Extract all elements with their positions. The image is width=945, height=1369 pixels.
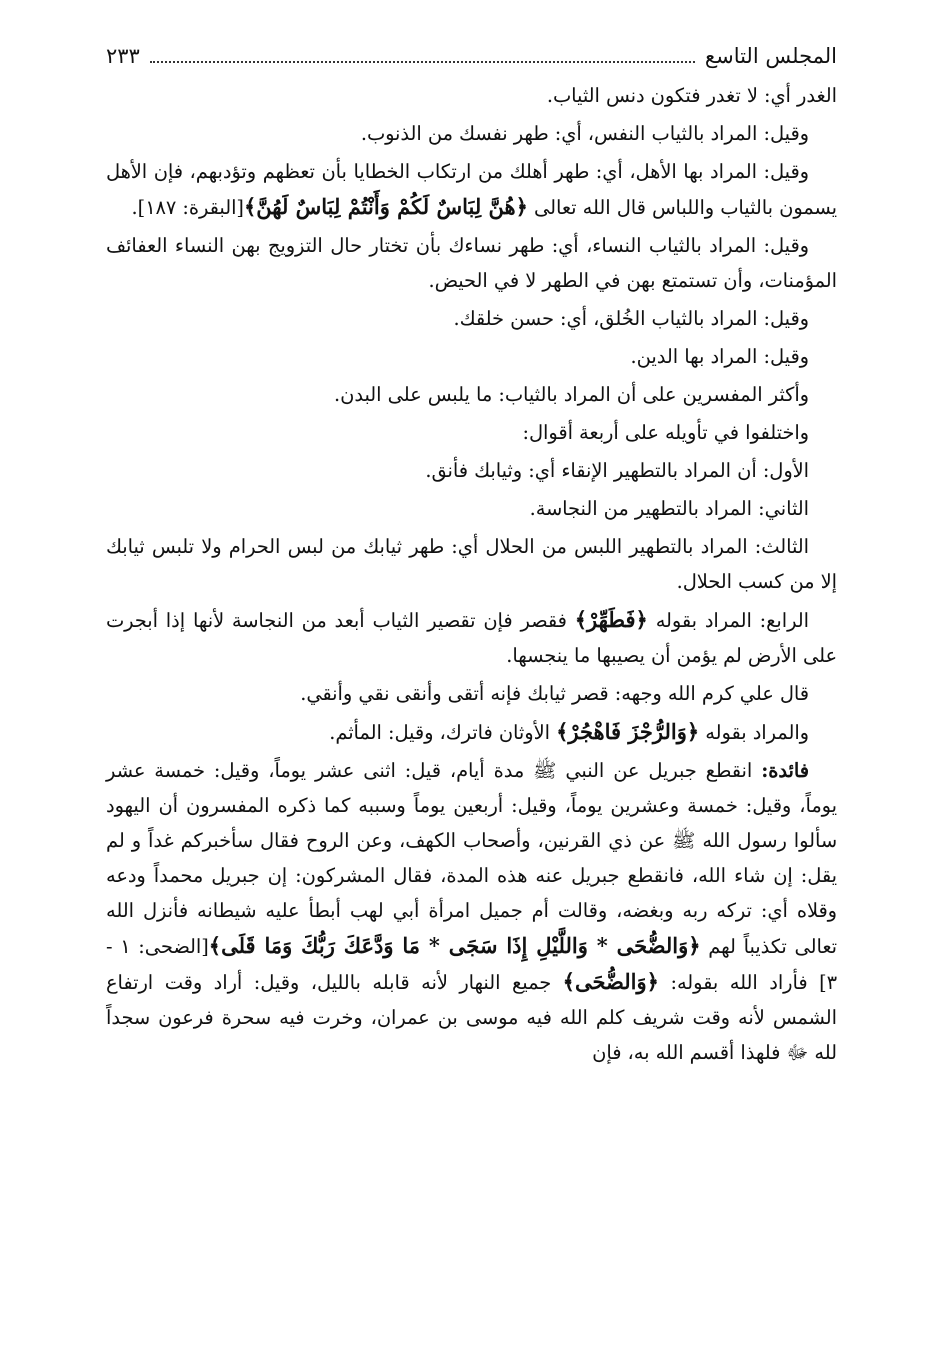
quran-verse: ﴿وَالضُّحَى * وَاللَّيْلِ إِذَا سَجَى * مَا وَدَّعَكَ رَبُّكَ وَمَا قَلَى﴾ <box>208 933 701 958</box>
verse-reference: [البقرة: ١٨٧]. <box>131 196 244 219</box>
paragraph-9 <box>106 453 837 488</box>
paragraph-8 <box>106 415 837 450</box>
paragraph-3 <box>106 154 837 225</box>
paragraph-13 <box>106 676 837 711</box>
paragraph-14 <box>106 714 837 750</box>
paragraph-10 <box>106 491 837 526</box>
paragraph-text: الرابع: المراد بقوله <box>647 609 809 632</box>
chapter-title: المجلس التاسع <box>704 44 837 68</box>
paragraph-5 <box>106 301 837 336</box>
paragraph-text: وقيل: المراد بها الدين. <box>630 345 809 368</box>
quran-verse: ﴿وَالرُّجْزَ فَاهْجُرْ﴾ <box>556 719 700 744</box>
quran-verse: ﴿هُنَّ لِبَاسٌ لَكُمْ وَأَنْتُمْ لِبَاسٌ لَهُنَّ﴾ <box>243 194 528 219</box>
benefit-label: فائدة: <box>761 759 809 782</box>
quran-verse: ﴿فَطَهِّرْ﴾ <box>574 607 648 632</box>
page-number: ٢٣٣ <box>106 44 140 68</box>
paragraph-1 <box>106 78 837 113</box>
paragraph-text: انقطع جبريل عن النبي ﷺ مدة أيام، قيل: اثنى عشر يوماً، وقيل: خمسة عشر يوماً، وقيل: خمسة وعشرين يوماً، وقيل: أربعين يوماً وسببه كما ذكره المفسرون أن اليهود سألوا رسول الله ﷺ عن ذي القرنين، وأصحاب الكهف، وعن الروح فقال سأخبركم غداً و لم يقل: إن شاء الله، فانقطع جبريل عنه هذه المدة، فقال المشركون: إن جبريل محمداً ودعه وقلاه أي: تركه ربه وبغضه، وقالت أم جميل امرأة أبي لهب أبطأ عليه شيطانه فأنزل الله تعالى تكذيباً لهم <box>106 759 837 958</box>
paragraph-4 <box>106 228 837 298</box>
paragraph-text: فقصر فإن تقصير الثياب أبعد من النجاسة لأنها إذا أبجرت على الأرض لم يؤمن أن يصيبها ما ينجسها. <box>106 609 837 667</box>
page-header <box>106 40 837 72</box>
paragraph-7 <box>106 377 837 412</box>
paragraph-text: الأوثان فاترك، وقيل: المأثم. <box>329 721 557 744</box>
quran-verse: ﴿وَالضُّحَى﴾ <box>562 969 659 994</box>
paragraph-15 <box>106 753 837 1070</box>
paragraph-text: واختلفوا في تأويله على أربعة أقوال: <box>522 421 809 444</box>
paragraph-text: وقيل: المراد بها الأهل، أي: طهر أهلك من ارتكاب الخطايا بأن تعظهم وتؤدبهم، فإن الأهل يسمون بالثياب واللباس قال الله تعالى <box>106 160 837 219</box>
paragraph-text: الثاني: المراد بالتطهير من النجاسة. <box>529 497 809 520</box>
header-dotted-leader <box>150 47 695 63</box>
paragraph-text: الأول: أن المراد بالتطهير الإنقاء أي: وثيابك فأنق. <box>425 459 809 482</box>
paragraph-text: وأكثر المفسرين على أن المراد بالثياب: ما يلبس على البدن. <box>334 383 809 406</box>
paragraph-text: الثالث: المراد بالتطهير اللبس من الحلال أي: طهر ثيابك من لبس الحرام ولا تلبس ثيابك إلا من كسب الحلال. <box>106 535 837 593</box>
paragraph-text: قال علي كرم الله وجهه: قصر ثيابك فإنه أتقى وأنقى نقي وأنقي. <box>300 682 809 705</box>
paragraph-text: وقيل: المراد بالثياب الخُلق، أي: حسن خلقك. <box>453 307 809 330</box>
paragraph-6 <box>106 339 837 374</box>
paragraph-2 <box>106 116 837 151</box>
verse-reference: [الضحى: ١ - ٣] فأراد الله بقوله: <box>106 935 837 994</box>
paragraph-text: الغدر أي: لا تغدر فتكون دنس الثياب. <box>546 84 837 107</box>
paragraph-11 <box>106 529 837 599</box>
page-body <box>106 78 837 1070</box>
paragraph-text: والمراد بقوله <box>699 721 809 744</box>
paragraph-12 <box>106 602 837 673</box>
paragraph-text: جميع النهار لأنه قابله بالليل، وقيل: أراد وقت ارتفاع الشمس لأنه وقت شريف كلم الله فيه موسى بن عمران، وخرت فيه سحرة فرعون سجداً لله ﷻ فلهذا أقسم الله به، فإن <box>106 971 837 1064</box>
paragraph-text: وقيل: المراد بالثياب النفس، أي: طهر نفسك من الذنوب. <box>360 122 809 145</box>
paragraph-text: وقيل: المراد بالثياب النساء، أي: طهر نساءك بأن تختار حال التزويج بهن النساء العفائف المؤمنات، وأن تستمتع بهن في الطهر لا في الحيض. <box>106 234 837 292</box>
